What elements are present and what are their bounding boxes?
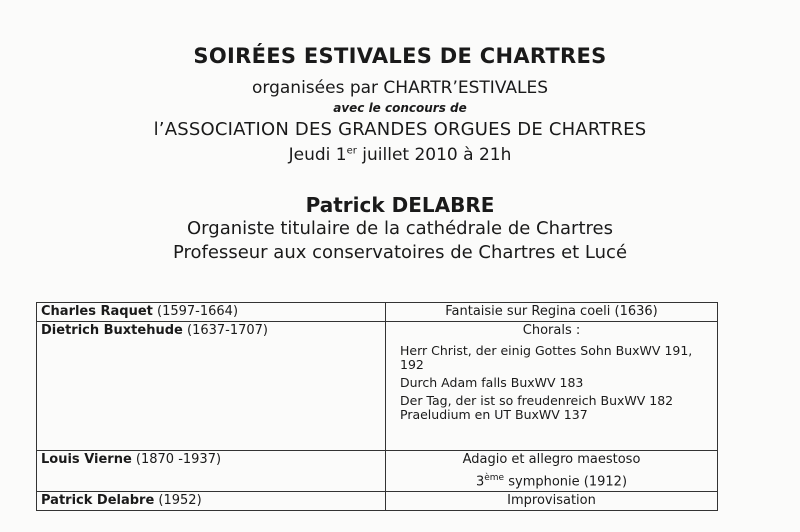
chorals-heading: Chorals :	[522, 323, 581, 338]
concours-line: avec le concours de	[333, 101, 467, 115]
composer-dates: (1952)	[154, 493, 202, 509]
composer-cell	[37, 492, 386, 511]
organizer-line: organisées par CHARTR’ESTIVALES	[252, 78, 548, 98]
work-title: Adagio et allegro maestoso	[462, 452, 641, 467]
program-table	[36, 302, 718, 511]
table-row	[37, 451, 718, 492]
composer-cell	[37, 303, 386, 322]
list-item: Herr Christ, der einig Gottes Sohn BuxWV 191, 192	[400, 343, 693, 372]
list-item: Durch Adam falls BuxWV 183	[400, 375, 584, 390]
work-cell	[386, 322, 718, 451]
composer-cell	[37, 451, 386, 492]
work-list	[390, 344, 713, 422]
list-item: Der Tag, der ist so freudenreich BuxWV 182	[400, 393, 674, 408]
work-cell	[386, 451, 718, 492]
work-subtitle	[390, 469, 713, 491]
table-row	[37, 492, 718, 511]
composer-dates: (1597-1664)	[152, 304, 239, 319]
event-date	[0, 145, 800, 165]
date-prefix: Jeudi 1	[288, 145, 347, 165]
composer-dates: (1870 -1937)	[131, 452, 222, 467]
date-superscript: er	[346, 145, 357, 157]
symphony-ordinal: ème	[484, 473, 505, 483]
association-line: l’ASSOCIATION DES GRANDES ORGUES DE CHARTRES	[153, 119, 647, 140]
composer-cell	[37, 322, 386, 451]
composer-name: Louis Vierne	[41, 452, 132, 467]
performer-role-2: Professeur aux conservatoires de Chartres et Lucé	[172, 242, 628, 263]
composer-dates: (1637-1707)	[182, 323, 268, 338]
performer-name: Patrick DELABRE	[305, 193, 495, 217]
table-row	[37, 303, 718, 322]
composer-name: Charles Raquet	[41, 304, 153, 319]
symphony-rest: symphonie (1912)	[504, 474, 628, 490]
work-cell: Fantaisie sur Regina coeli (1636)	[386, 303, 718, 322]
composer-name: Patrick Delabre	[41, 493, 155, 509]
composer-name: Dietrich Buxtehude	[41, 323, 183, 338]
table-row	[37, 322, 718, 451]
event-title: SOIRÉES ESTIVALES DE CHARTRES	[193, 44, 607, 68]
symphony-number: 3	[475, 474, 485, 490]
date-suffix: juillet 2010 à 21h	[356, 145, 512, 165]
work-cell: Improvisation	[386, 492, 718, 511]
list-item: Praeludium en UT BuxWV 137	[400, 407, 588, 422]
performer-role-1: Organiste titulaire de la cathédrale de Chartres	[187, 218, 613, 239]
